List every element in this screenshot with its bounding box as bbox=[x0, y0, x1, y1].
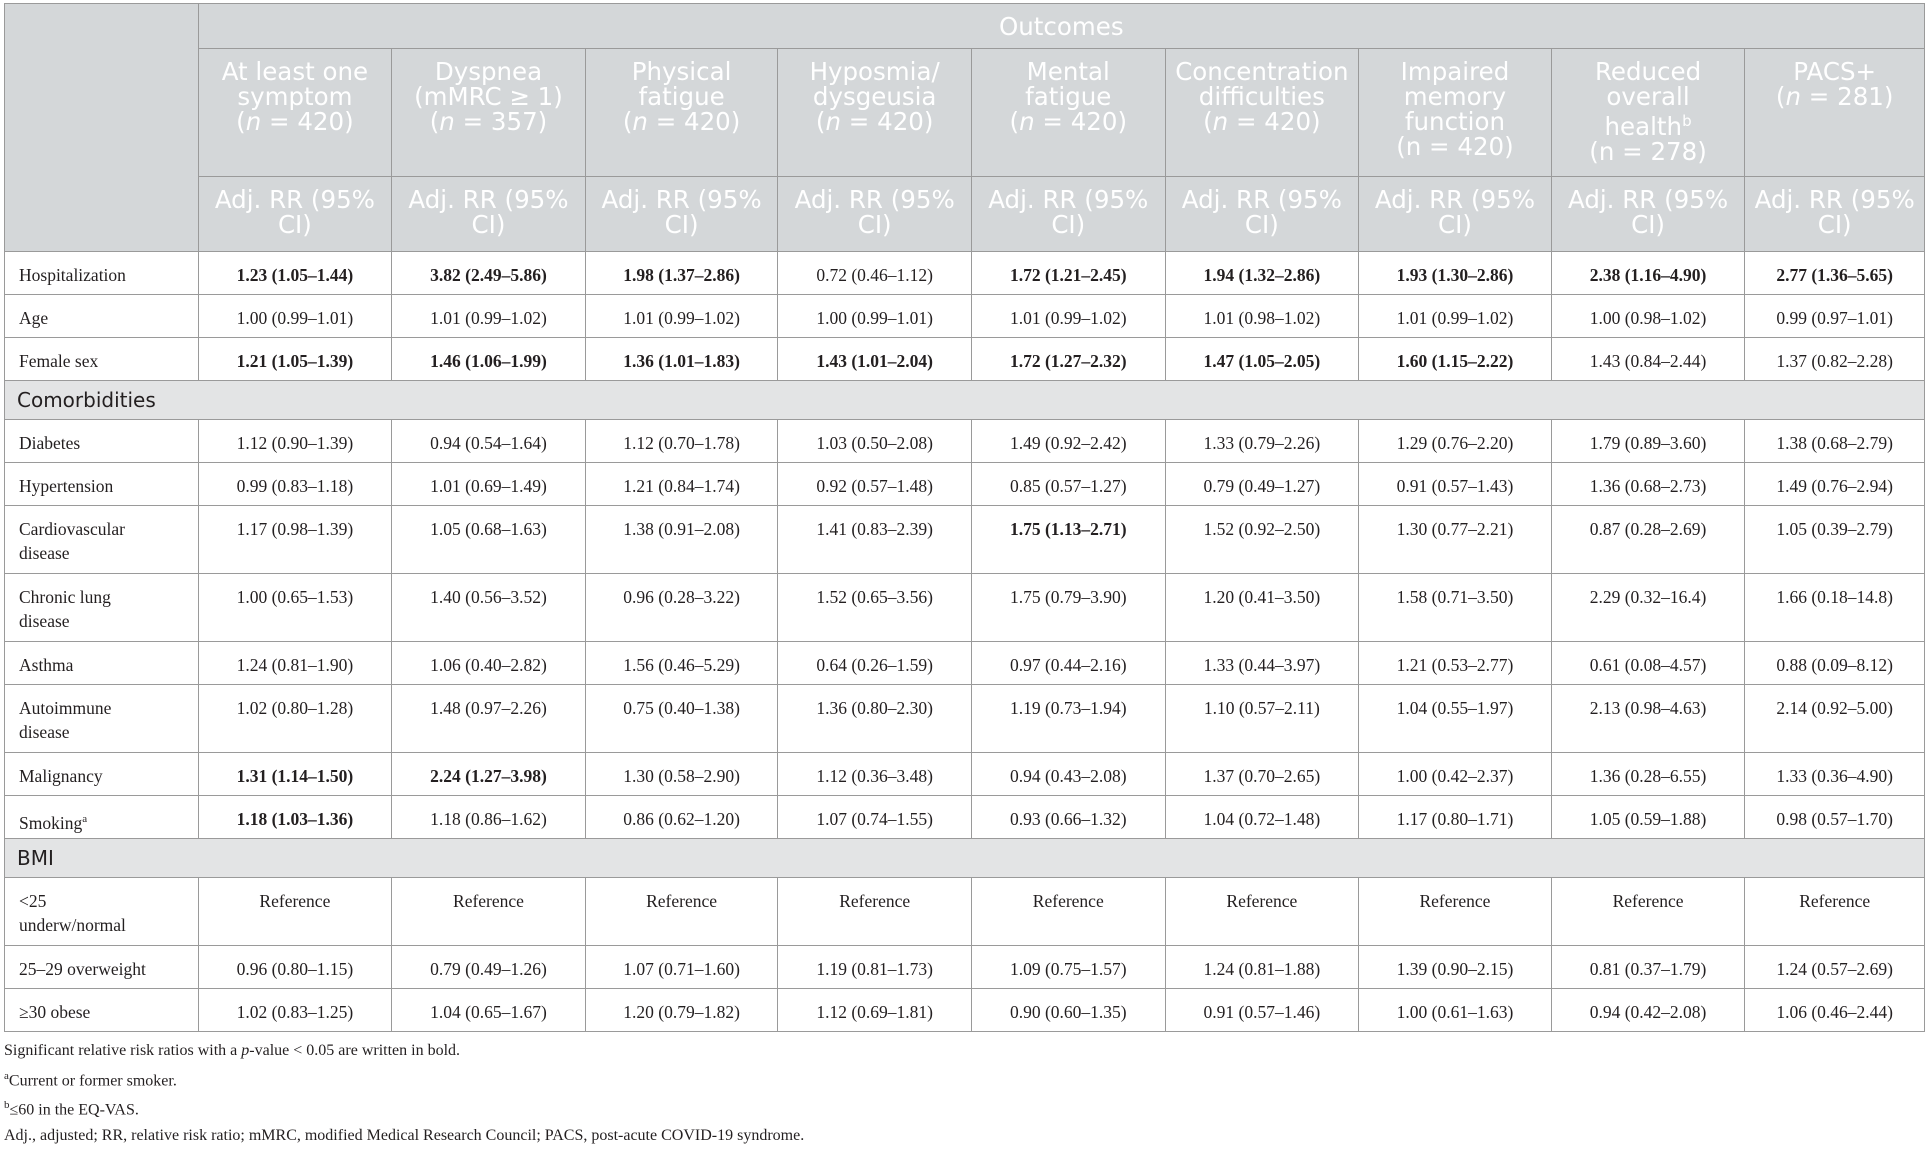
outcome-header-line bbox=[1552, 109, 1745, 142]
table-cell: Reference bbox=[1551, 878, 1745, 946]
table-cell: 1.30 (0.58–2.90) bbox=[585, 753, 778, 796]
outcome-header-n: n bbox=[825, 107, 841, 136]
table-cell: 0.96 (0.80–1.15) bbox=[198, 946, 392, 989]
rr-header bbox=[1745, 177, 1925, 252]
table-cell: 0.92 (0.57–1.48) bbox=[778, 463, 972, 506]
table-cell: 1.40 (0.56–3.52) bbox=[392, 574, 586, 642]
rr-header-line: Adj. RR (95% bbox=[601, 185, 762, 214]
table-row bbox=[5, 989, 1925, 1032]
table-cell: 0.61 (0.08–4.57) bbox=[1551, 642, 1745, 685]
table-cell: 0.94 (0.54–1.64) bbox=[392, 420, 586, 463]
row-label bbox=[5, 753, 199, 796]
table-cell: 1.01 (0.99–1.02) bbox=[392, 295, 586, 338]
table-cell: Reference bbox=[1359, 878, 1552, 946]
row-label-text: 25–29 overweight bbox=[19, 959, 146, 979]
outcome-header-line: fatigue bbox=[638, 82, 725, 111]
table-cell: 1.58 (0.71–3.50) bbox=[1359, 574, 1552, 642]
table-cell: 1.93 (1.30–2.86) bbox=[1359, 252, 1552, 295]
row-label bbox=[5, 685, 199, 753]
table-cell: 1.36 (0.80–2.30) bbox=[778, 685, 972, 753]
outcome-header-line: Reduced bbox=[1594, 57, 1702, 86]
outcome-header-text: ( bbox=[236, 107, 246, 136]
outcome-header-text: health bbox=[1604, 112, 1683, 142]
footnote-significance-text-end: -value < 0.05 are written in bold. bbox=[249, 1042, 461, 1059]
table-cell: 1.01 (0.98–1.02) bbox=[1165, 295, 1359, 338]
row-label-text: Asthma bbox=[19, 655, 74, 675]
outcome-header-line bbox=[1745, 84, 1924, 109]
table-cell: 1.04 (0.65–1.67) bbox=[392, 989, 586, 1032]
table-cell: 0.94 (0.43–2.08) bbox=[971, 753, 1165, 796]
table-cell: 0.87 (0.28–2.69) bbox=[1551, 506, 1745, 574]
table-cell: 1.37 (0.82–2.28) bbox=[1745, 338, 1925, 381]
outcome-header-n: n bbox=[245, 107, 262, 136]
row-label bbox=[5, 796, 199, 839]
table-cell: 0.93 (0.66–1.32) bbox=[971, 796, 1165, 839]
table-cell: 1.49 (0.76–2.94) bbox=[1745, 463, 1925, 506]
table-cell: 1.10 (0.57–2.11) bbox=[1165, 685, 1359, 753]
row-label bbox=[5, 463, 199, 506]
outcome-header-line bbox=[1552, 137, 1745, 167]
table-cell: 1.24 (0.81–1.88) bbox=[1165, 946, 1359, 989]
row-label-text: Chronic lung bbox=[19, 587, 111, 607]
table-cell: 1.33 (0.36–4.90) bbox=[1745, 753, 1925, 796]
outcome-header-text: ( bbox=[1009, 107, 1020, 136]
outcome-header-text: = 420) bbox=[261, 107, 354, 136]
row-label-text: Cardiovascular bbox=[19, 519, 125, 539]
rr-header-line: Adj. RR (95% bbox=[214, 185, 375, 214]
table-cell: 1.33 (0.79–2.26) bbox=[1165, 420, 1359, 463]
rr-header bbox=[1551, 177, 1745, 252]
table-cell: 1.04 (0.55–1.97) bbox=[1359, 685, 1552, 753]
outcome-header-n: n bbox=[632, 107, 648, 136]
outcome-header-line bbox=[392, 109, 585, 134]
outcome-header-line: Hyposmia/ bbox=[809, 57, 940, 86]
rr-header-line: CI) bbox=[1244, 210, 1279, 239]
table-cell: 0.88 (0.09–8.12) bbox=[1745, 642, 1925, 685]
table-cell: 1.38 (0.91–2.08) bbox=[585, 506, 778, 574]
table-cell: 1.05 (0.68–1.63) bbox=[392, 506, 586, 574]
row-label-text: disease bbox=[19, 543, 70, 563]
table-cell: 1.43 (1.01–2.04) bbox=[778, 338, 972, 381]
outcome-header-line: Dyspnea bbox=[434, 57, 543, 86]
header-row-outcome-names bbox=[5, 49, 1925, 177]
section-header-row bbox=[5, 381, 1925, 420]
rr-header bbox=[1165, 177, 1359, 252]
footnote-significance-text: Significant relative risk ratios with a bbox=[4, 1042, 242, 1059]
row-label-text: disease bbox=[19, 611, 70, 631]
table-cell: 1.75 (0.79–3.90) bbox=[971, 574, 1165, 642]
footnote-b bbox=[4, 1093, 1925, 1123]
table-row bbox=[5, 685, 1925, 753]
table-cell: 1.72 (1.27–2.32) bbox=[971, 338, 1165, 381]
table-cell: Reference bbox=[198, 878, 392, 946]
row-label-text: Female sex bbox=[19, 351, 99, 371]
table-body bbox=[5, 252, 1925, 1032]
outcome-header-text: function bbox=[1404, 107, 1505, 136]
table-cell: 1.19 (0.73–1.94) bbox=[971, 685, 1165, 753]
table-cell: 0.94 (0.42–2.08) bbox=[1551, 989, 1745, 1032]
rr-header bbox=[971, 177, 1165, 252]
table-cell: 1.05 (0.59–1.88) bbox=[1551, 796, 1745, 839]
outcome-header-text: = 420) bbox=[647, 107, 741, 136]
outcome-header-line: (mMRC ≥ 1) bbox=[414, 82, 563, 111]
table-cell: 1.43 (0.84–2.44) bbox=[1551, 338, 1745, 381]
table-row bbox=[5, 796, 1925, 839]
table-cell: 0.72 (0.46–1.12) bbox=[778, 252, 972, 295]
row-label-text: Smoking bbox=[19, 812, 83, 833]
footnote-a-text: Current or former smoker. bbox=[8, 1071, 177, 1089]
table-cell: 1.00 (0.98–1.02) bbox=[1551, 295, 1745, 338]
table-cell: 1.09 (0.75–1.57) bbox=[971, 946, 1165, 989]
rr-header-line: CI) bbox=[664, 210, 699, 239]
table-container bbox=[4, 3, 1925, 1149]
outcome-header-text: = 357) bbox=[454, 107, 548, 136]
rr-header bbox=[198, 177, 392, 252]
footnote-a-marker: a bbox=[4, 1069, 9, 1082]
table-cell: 1.00 (0.65–1.53) bbox=[198, 574, 392, 642]
table-cell: 1.20 (0.41–3.50) bbox=[1165, 574, 1359, 642]
row-label-text: Hypertension bbox=[19, 476, 114, 496]
rr-header-line: CI) bbox=[1438, 210, 1472, 239]
outcome-header-n: n bbox=[1785, 82, 1801, 111]
table-cell: 1.30 (0.77–2.21) bbox=[1359, 506, 1552, 574]
outcome-header-line: Mental bbox=[1026, 57, 1110, 86]
rr-header-line: Adj. RR (95% bbox=[1567, 185, 1729, 214]
table-cell: 0.98 (0.57–1.70) bbox=[1745, 796, 1925, 839]
rr-header-line: CI) bbox=[857, 210, 892, 239]
table-cell: Reference bbox=[1165, 878, 1359, 946]
outcome-header-n: n bbox=[1019, 107, 1035, 136]
table-cell: 0.90 (0.60–1.35) bbox=[971, 989, 1165, 1032]
table-cell: 3.82 (2.49–5.86) bbox=[392, 252, 586, 295]
header-row-outcomes bbox=[5, 4, 1925, 49]
table-cell: 1.49 (0.92–2.42) bbox=[971, 420, 1165, 463]
table-cell: 1.17 (0.80–1.71) bbox=[1359, 796, 1552, 839]
table-cell: 1.01 (0.99–1.02) bbox=[971, 295, 1165, 338]
table-cell: 0.99 (0.97–1.01) bbox=[1745, 295, 1925, 338]
footnote-a bbox=[4, 1064, 1925, 1094]
table-cell: Reference bbox=[585, 878, 778, 946]
outcome-header-sup: b bbox=[1682, 112, 1692, 130]
outcome-header-line: Concentration bbox=[1175, 57, 1349, 86]
outcome-header-line bbox=[586, 109, 778, 134]
table-row bbox=[5, 463, 1925, 506]
table-cell: 0.64 (0.26–1.59) bbox=[778, 642, 972, 685]
table-cell: 1.33 (0.44–3.97) bbox=[1165, 642, 1359, 685]
table-cell: 1.19 (0.81–1.73) bbox=[778, 946, 972, 989]
outcome-header bbox=[392, 49, 586, 177]
table-cell: 1.01 (0.99–1.02) bbox=[1359, 295, 1552, 338]
rr-header bbox=[392, 177, 586, 252]
outcome-header bbox=[1359, 49, 1552, 177]
row-label bbox=[5, 252, 199, 295]
table-cell: 1.36 (0.28–6.55) bbox=[1551, 753, 1745, 796]
table-cell: 2.13 (0.98–4.63) bbox=[1551, 685, 1745, 753]
table-cell: 1.39 (0.90–2.15) bbox=[1359, 946, 1552, 989]
rr-header bbox=[585, 177, 778, 252]
table-cell: 0.97 (0.44–2.16) bbox=[971, 642, 1165, 685]
row-label bbox=[5, 989, 199, 1032]
row-label bbox=[5, 878, 199, 946]
table-cell: 1.47 (1.05–2.05) bbox=[1165, 338, 1359, 381]
table-cell: 1.31 (1.14–1.50) bbox=[198, 753, 392, 796]
row-label bbox=[5, 295, 199, 338]
table-cell: 1.21 (1.05–1.39) bbox=[198, 338, 392, 381]
header-corner bbox=[5, 4, 199, 252]
rr-header-line: CI) bbox=[1817, 210, 1852, 239]
row-label bbox=[5, 574, 199, 642]
outcome-header-line: memory bbox=[1403, 82, 1507, 111]
table-cell: 2.24 (1.27–3.98) bbox=[392, 753, 586, 796]
table-cell: 1.98 (1.37–2.86) bbox=[585, 252, 778, 295]
outcome-header-line: Impaired bbox=[1400, 57, 1510, 86]
table-row bbox=[5, 420, 1925, 463]
outcome-header-text: ( bbox=[1775, 82, 1786, 111]
outcome-header bbox=[1165, 49, 1359, 177]
table-cell: 0.79 (0.49–1.26) bbox=[392, 946, 586, 989]
outcome-header bbox=[1745, 49, 1925, 177]
table-cell: 1.04 (0.72–1.48) bbox=[1165, 796, 1359, 839]
table-cell: 1.00 (0.61–1.63) bbox=[1359, 989, 1552, 1032]
table-cell: 2.38 (1.16–4.90) bbox=[1551, 252, 1745, 295]
row-label bbox=[5, 506, 199, 574]
table-cell: 1.20 (0.79–1.82) bbox=[585, 989, 778, 1032]
footnote-p-italic: p bbox=[241, 1042, 250, 1059]
table-cell: 1.05 (0.39–2.79) bbox=[1745, 506, 1925, 574]
table-cell: 1.00 (0.42–2.37) bbox=[1359, 753, 1552, 796]
outcome-header-text: ( bbox=[815, 107, 826, 136]
rr-header-line: Adj. RR (95% bbox=[988, 185, 1149, 214]
table-cell: 0.85 (0.57–1.27) bbox=[971, 463, 1165, 506]
table-cell: Reference bbox=[392, 878, 586, 946]
table-cell: 0.75 (0.40–1.38) bbox=[585, 685, 778, 753]
table-cell: 1.24 (0.57–2.69) bbox=[1745, 946, 1925, 989]
table-cell: Reference bbox=[1745, 878, 1925, 946]
table-cell: 1.29 (0.76–2.20) bbox=[1359, 420, 1552, 463]
table-cell: 1.00 (0.99–1.01) bbox=[198, 295, 392, 338]
table-cell: 1.12 (0.70–1.78) bbox=[585, 420, 778, 463]
outcome-header-text: ( bbox=[622, 107, 633, 136]
table-footnotes bbox=[4, 1038, 1925, 1149]
table-row bbox=[5, 946, 1925, 989]
table-row bbox=[5, 338, 1925, 381]
table-cell: 1.38 (0.68–2.79) bbox=[1745, 420, 1925, 463]
table-cell: 1.52 (0.65–3.56) bbox=[778, 574, 972, 642]
section-header-row bbox=[5, 839, 1925, 878]
outcome-header-text: = 281) bbox=[1801, 82, 1894, 111]
table-cell: 1.18 (1.03–1.36) bbox=[198, 796, 392, 839]
outcome-header bbox=[778, 49, 972, 177]
table-cell: 1.23 (1.05–1.44) bbox=[198, 252, 392, 295]
table-header bbox=[5, 4, 1925, 252]
section-title: Comorbidities bbox=[5, 381, 1925, 420]
outcome-header-n: n bbox=[439, 107, 455, 136]
outcome-header-line: overall bbox=[1606, 82, 1690, 111]
outcome-header-line bbox=[778, 109, 971, 134]
table-cell: 1.06 (0.46–2.44) bbox=[1745, 989, 1925, 1032]
table-cell: 1.12 (0.36–3.48) bbox=[778, 753, 972, 796]
table-cell: 1.01 (0.99–1.02) bbox=[585, 295, 778, 338]
outcome-header-line: symptom bbox=[237, 82, 353, 111]
outcome-header-line: PACS+ bbox=[1793, 57, 1877, 86]
table-cell: 1.21 (0.53–2.77) bbox=[1359, 642, 1552, 685]
footnote-significance bbox=[4, 1038, 1925, 1064]
table-cell: 1.72 (1.21–2.45) bbox=[971, 252, 1165, 295]
table-cell: 1.17 (0.98–1.39) bbox=[198, 506, 392, 574]
outcome-header-line: fatigue bbox=[1025, 82, 1112, 111]
row-label-text: disease bbox=[19, 722, 70, 742]
outcome-header-text: = 420) bbox=[1034, 107, 1128, 136]
table-cell: 1.60 (1.15–2.22) bbox=[1359, 338, 1552, 381]
rr-header-line: Adj. RR (95% bbox=[1374, 185, 1536, 214]
table-cell: 1.07 (0.74–1.55) bbox=[778, 796, 972, 839]
table-cell: 2.14 (0.92–5.00) bbox=[1745, 685, 1925, 753]
table-cell: 1.56 (0.46–5.29) bbox=[585, 642, 778, 685]
row-label-text: ≥30 obese bbox=[19, 1002, 91, 1022]
table-row bbox=[5, 506, 1925, 574]
table-cell: 2.29 (0.32–16.4) bbox=[1551, 574, 1745, 642]
rr-header-line: CI) bbox=[277, 210, 312, 239]
outcome-header-line: At least one bbox=[221, 57, 369, 86]
row-label bbox=[5, 946, 199, 989]
table-cell: 0.79 (0.49–1.27) bbox=[1165, 463, 1359, 506]
rr-header-line: CI) bbox=[471, 210, 506, 239]
table-row bbox=[5, 642, 1925, 685]
table-cell: 1.21 (0.84–1.74) bbox=[585, 463, 778, 506]
table-cell: 0.99 (0.83–1.18) bbox=[198, 463, 392, 506]
row-label-text: underw/normal bbox=[19, 915, 126, 935]
table-cell: 0.81 (0.37–1.79) bbox=[1551, 946, 1745, 989]
outcome-header bbox=[198, 49, 392, 177]
table-cell: 1.37 (0.70–2.65) bbox=[1165, 753, 1359, 796]
table-row bbox=[5, 252, 1925, 295]
header-row-rr bbox=[5, 177, 1925, 252]
table-cell: Reference bbox=[971, 878, 1165, 946]
row-label-text: Age bbox=[19, 308, 49, 328]
footnote-abbreviations: Adj., adjusted; RR, relative risk ratio; mMRC, modified Medical Research Council; PACS, post-acute COVID-19 syndrome. bbox=[4, 1127, 805, 1145]
table-cell: 1.02 (0.80–1.28) bbox=[198, 685, 392, 753]
table-cell: 1.75 (1.13–2.71) bbox=[971, 506, 1165, 574]
row-label bbox=[5, 420, 199, 463]
table-cell: 1.36 (1.01–1.83) bbox=[585, 338, 778, 381]
table-cell: Reference bbox=[778, 878, 972, 946]
outcome-header bbox=[585, 49, 778, 177]
section-title: BMI bbox=[5, 839, 1925, 878]
table-cell: 1.41 (0.83–2.39) bbox=[778, 506, 972, 574]
row-label-text: <25 bbox=[19, 891, 47, 911]
table-row bbox=[5, 753, 1925, 796]
outcome-header-text: ( bbox=[429, 107, 440, 136]
footnote-b-marker: b bbox=[4, 1099, 10, 1112]
table-cell: 1.01 (0.69–1.49) bbox=[392, 463, 586, 506]
rr-header bbox=[1359, 177, 1552, 252]
rr-header bbox=[778, 177, 972, 252]
outcome-header-n: n bbox=[1212, 107, 1229, 136]
outcomes-super-header: Outcomes bbox=[198, 4, 1924, 49]
table-row bbox=[5, 295, 1925, 338]
rr-header-line: CI) bbox=[1631, 210, 1665, 239]
table-cell: 1.52 (0.92–2.50) bbox=[1165, 506, 1359, 574]
table-cell: 1.46 (1.06–1.99) bbox=[392, 338, 586, 381]
outcome-header-line bbox=[1359, 134, 1551, 159]
table-cell: 0.86 (0.62–1.20) bbox=[585, 796, 778, 839]
table-cell: 1.79 (0.89–3.60) bbox=[1551, 420, 1745, 463]
table-cell: 1.36 (0.68–2.73) bbox=[1551, 463, 1745, 506]
row-label bbox=[5, 338, 199, 381]
table-row bbox=[5, 878, 1925, 946]
outcome-header-line bbox=[1359, 109, 1551, 134]
rr-header-line: Adj. RR (95% bbox=[408, 185, 569, 214]
table-cell: 1.66 (0.18–14.8) bbox=[1745, 574, 1925, 642]
table-cell: 2.77 (1.36–5.65) bbox=[1745, 252, 1925, 295]
table-cell: 1.94 (1.32–2.86) bbox=[1165, 252, 1359, 295]
rr-header-line: Adj. RR (95% bbox=[794, 185, 955, 214]
outcome-header-line: dysgeusia bbox=[812, 82, 937, 111]
table-cell: 1.00 (0.99–1.01) bbox=[778, 295, 972, 338]
outcome-header-line: Physical bbox=[631, 57, 732, 86]
outcome-header-text: (n = 420) bbox=[1396, 132, 1514, 161]
outcome-header-text: = 420) bbox=[1228, 107, 1321, 136]
table-cell: 1.03 (0.50–2.08) bbox=[778, 420, 972, 463]
rr-header-line: Adj. RR (95% bbox=[1181, 185, 1342, 214]
row-label-text: Malignancy bbox=[19, 766, 103, 786]
row-label-text: Autoimmune bbox=[19, 698, 112, 718]
table-cell: 1.06 (0.40–2.82) bbox=[392, 642, 586, 685]
table-cell: 1.12 (0.69–1.81) bbox=[778, 989, 972, 1032]
outcome-header bbox=[971, 49, 1165, 177]
table-row bbox=[5, 574, 1925, 642]
table-cell: 0.91 (0.57–1.43) bbox=[1359, 463, 1552, 506]
table-cell: 0.96 (0.28–3.22) bbox=[585, 574, 778, 642]
rr-header-line: Adj. RR (95% bbox=[1754, 185, 1915, 214]
outcome-header-text: ( bbox=[1203, 107, 1213, 136]
outcome-header-line bbox=[1166, 109, 1359, 134]
rr-header-line: CI) bbox=[1051, 210, 1086, 239]
table-cell: 1.48 (0.97–2.26) bbox=[392, 685, 586, 753]
outcome-header-text: (n = 278) bbox=[1589, 137, 1707, 167]
table-cell: 1.07 (0.71–1.60) bbox=[585, 946, 778, 989]
outcome-header bbox=[1551, 49, 1745, 177]
results-table bbox=[4, 3, 1925, 1032]
table-cell: 1.02 (0.83–1.25) bbox=[198, 989, 392, 1032]
outcome-header-line bbox=[972, 109, 1165, 134]
outcome-header-text: = 420) bbox=[841, 107, 934, 136]
table-cell: 1.18 (0.86–1.62) bbox=[392, 796, 586, 839]
outcome-header-line bbox=[199, 109, 392, 134]
row-label-text: Diabetes bbox=[19, 433, 81, 453]
row-label-sup: a bbox=[82, 813, 88, 825]
row-label bbox=[5, 642, 199, 685]
table-cell: 1.24 (0.81–1.90) bbox=[198, 642, 392, 685]
table-cell: 0.91 (0.57–1.46) bbox=[1165, 989, 1359, 1032]
row-label-text: Hospitalization bbox=[19, 265, 126, 285]
table-cell: 1.12 (0.90–1.39) bbox=[198, 420, 392, 463]
outcome-header-line: difficulties bbox=[1198, 82, 1325, 111]
footnote-b-text: ≤60 in the EQ-VAS. bbox=[9, 1101, 139, 1119]
